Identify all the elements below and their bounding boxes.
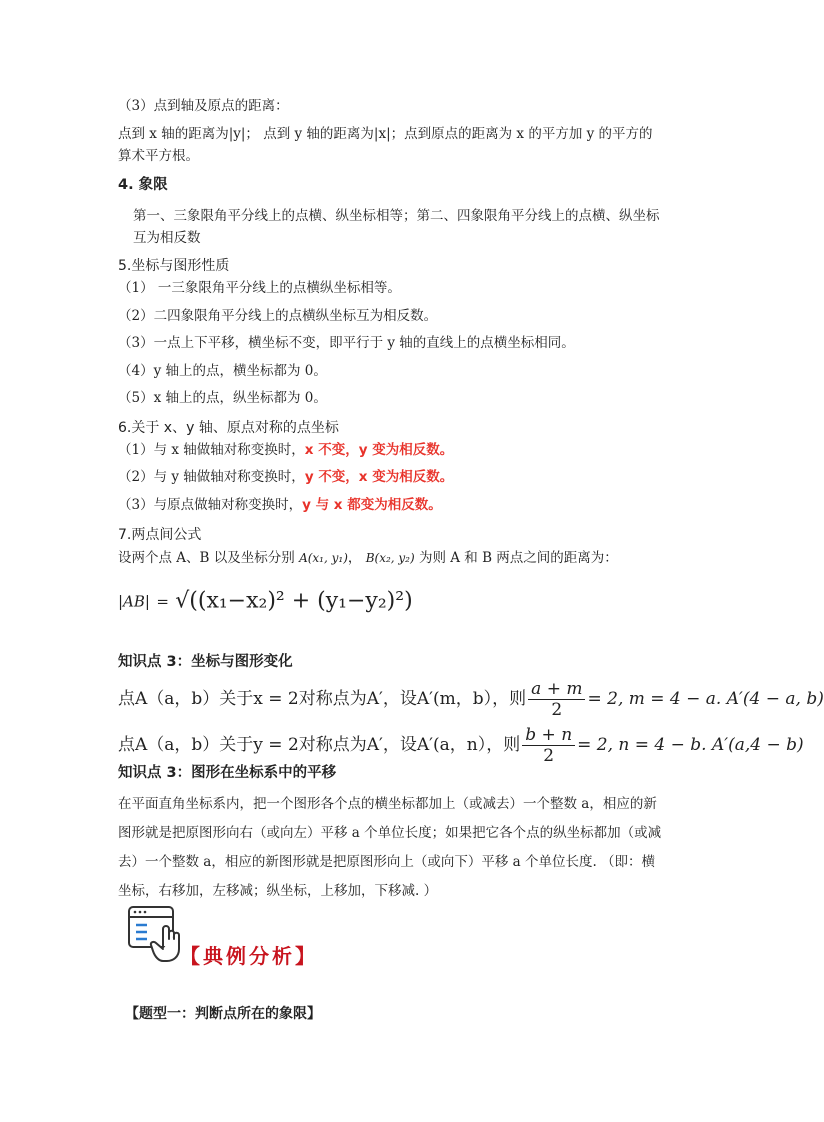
symmetry-item-highlight: x 不变，y 变为相反数。: [304, 442, 454, 458]
transform-line-2-text: 点A（a，b）关于y = 2对称点为A′，设A′(a，n），则: [118, 735, 521, 755]
transform-line-1-tail: = 2, m = 4 − a. A′(4 − a, b): [587, 689, 824, 709]
quadrant-heading: 4. 象限: [118, 177, 168, 193]
distance-formula: |AB| = √((x₁−x₂)² + (y₁−y₂)²): [118, 588, 413, 614]
section-3-title: （3）点到轴及原点的距离：: [118, 98, 289, 114]
coord-prop-item: （4）y 轴上的点，横坐标都为 0。: [118, 363, 327, 379]
distance-formula-lhs: |AB|: [118, 592, 150, 611]
symmetry-item-prefix: （1）与 x 轴做轴对称变换时，: [118, 442, 305, 458]
transform-line-2-tail: = 2, n = 4 − b. A′(a,4 − b): [577, 735, 804, 755]
translation-body-line: 去）一个整数 a，相应的新图形就是把原图形向上（或向下）平移 a 个单位长度. （即：横: [118, 854, 656, 870]
translation-body-line: 在平面直角坐标系内，把一个图形各个点的横坐标都加上（或减去）一个整数 a，相应的新: [118, 796, 657, 812]
distance-heading: 7.两点间公式: [118, 527, 202, 543]
section-3-body-line-1: 点到 x 轴的距离为|y|； 点到 y 轴的距离为|x|；点到原点的距离为 x 的平方加 y 的平方的: [118, 126, 653, 142]
distance-intro-post: 为则 A 和 B 两点之间的距离为：: [418, 550, 618, 566]
distance-formula-rhs: √((x₁−x₂)² + (y₁−y₂)²): [175, 588, 413, 614]
coord-prop-item: （5）x 轴上的点，纵坐标都为 0。: [118, 390, 327, 406]
symmetry-item-prefix: （2）与 y 轴做轴对称变换时，: [118, 469, 305, 485]
symmetry-item-highlight: y 不变，x 变为相反数。: [304, 469, 454, 485]
fraction: $\frac{b + n}{2}$: [522, 725, 575, 766]
symmetry-item: [118, 440, 453, 460]
point-b-coords: B(x₂, y₂): [365, 551, 415, 565]
quadrant-body-line-2: 互为相反数: [133, 230, 201, 246]
translation-body-line: 坐标，右移加，左移减；纵坐标，上移加，下移减. ）: [118, 883, 438, 899]
coord-prop-item: （3）一点上下平移，横坐标不变，即平行于 y 轴的直线上的点横坐标相同。: [118, 335, 575, 351]
transform-line-2: [118, 722, 804, 768]
symmetry-heading: 6.关于 x、y 轴、原点对称的点坐标: [118, 420, 339, 436]
symmetry-item: [118, 467, 453, 487]
translation-body-line: 图形就是把原图形向右（或向左）平移 a 个单位长度；如果把它各个点的纵坐标都加（或减: [118, 825, 662, 841]
transform-line-1-text: 点A（a，b）关于x = 2对称点为A′，设A′(m，b），则: [118, 689, 527, 709]
section-3-body-line-2: 算术平方根。: [118, 148, 199, 164]
symmetry-item-prefix: （3）与原点做轴对称变换时，: [118, 497, 303, 513]
transform-heading: 知识点 3：坐标与图形变化: [118, 654, 293, 670]
transform-line-1: [118, 676, 824, 722]
question-type-label: 【题型一：判断点所在的象限】: [125, 1006, 321, 1022]
symmetry-item: [118, 495, 442, 515]
coord-props-heading: 5.坐标与图形性质: [118, 258, 230, 274]
symmetry-item-highlight: y 与 x 都变为相反数。: [302, 497, 442, 513]
quadrant-body-line-1: 第一、三象限角平分线上的点横、纵坐标相等；第二、四象限角平分线上的点横、纵坐标: [133, 208, 660, 224]
distance-intro: 设两个点 A、B 以及坐标分别 A(x₁, y₁)， B(x₂, y₂) 为则 A 和 B 两点之间的距离为：: [118, 550, 618, 566]
point-a-coords: A(x₁, y₁): [299, 551, 348, 565]
distance-intro-pre: 设两个点 A、B 以及坐标分别: [118, 550, 295, 566]
translation-heading: 知识点 3：图形在坐标系中的平移: [118, 765, 337, 781]
case-analysis-label: 【典例分析】: [180, 944, 318, 968]
coord-prop-item: （1） 一三象限角平分线上的点横纵坐标相等。: [118, 280, 401, 296]
coord-prop-item: （2）二四象限角平分线上的点横纵坐标互为相反数。: [118, 308, 438, 324]
fraction: $\frac{a + m}{2}$: [528, 679, 585, 720]
browser-pointer-icon: [129, 907, 179, 961]
